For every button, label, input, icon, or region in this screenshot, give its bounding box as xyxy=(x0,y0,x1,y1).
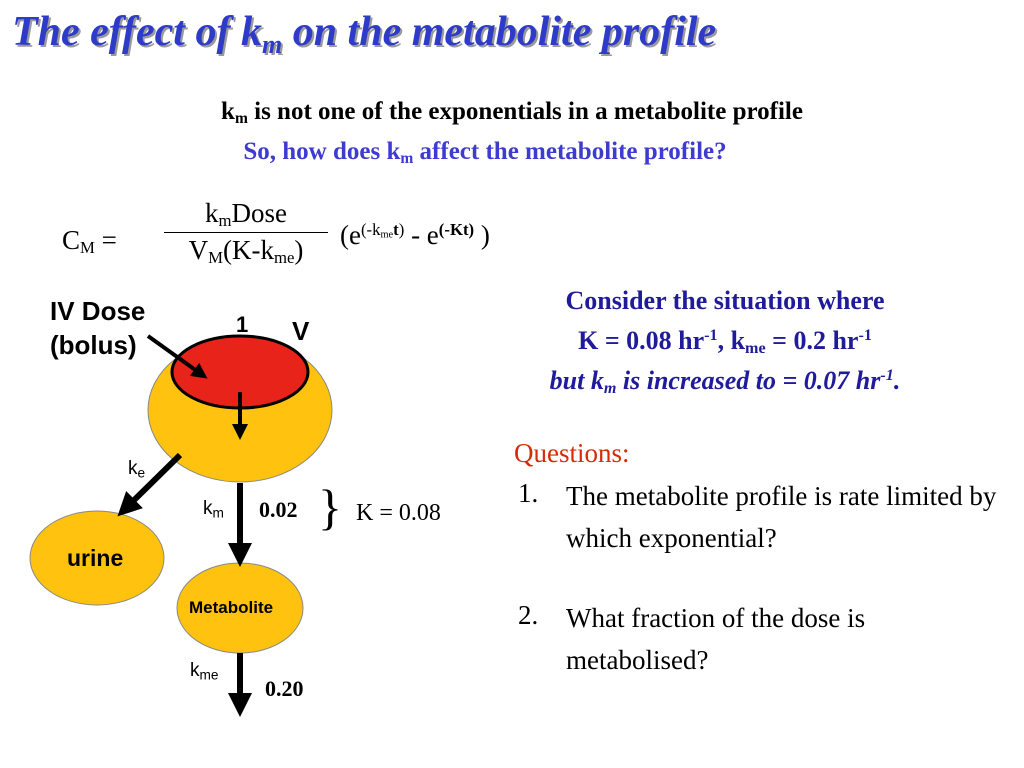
question-text: The metabolite profile is rate limited by which exponential? xyxy=(566,481,997,553)
metabolite-label: Metabolite xyxy=(189,598,274,617)
k-total-label: K = 0.08 xyxy=(356,500,441,526)
equation-numerator: $k_mDose$ xyxy=(204,198,288,231)
consider-line-1: Consider the situation where xyxy=(565,286,885,315)
consider-line-2: K = 0.08 $hr^{-1}$, $k_{me} = 0.2$ $hr^{-1}$ xyxy=(578,326,872,358)
equation-lhs: $C_M$ = xyxy=(62,225,117,258)
slide-title: The effect of $k_m$ on the metabolite profile xyxy=(12,9,717,59)
question-number: 1. xyxy=(518,478,539,508)
km-value: 0.02 xyxy=(259,497,298,522)
question-line: So, how does $k_m$ affect the metabolite profile? xyxy=(243,138,727,167)
brace: } xyxy=(318,479,342,535)
statement-line: $k_m$ is not one of the exponentials in a metabolite profile xyxy=(221,98,803,127)
volume-label: V xyxy=(292,316,310,346)
equation-exponentials: ($e^{(-k_{me}t)} - e^{(-Kt)}$ ) xyxy=(340,219,490,250)
consider-line-3: but $k_m$ is increased to = 0.07 $hr^{-1}$. xyxy=(549,366,901,398)
question-number: 2. xyxy=(518,600,539,630)
urine-label: urine xyxy=(67,545,124,571)
ke-label: $k_e$ xyxy=(128,458,146,481)
equation-denominator: $V_M(K-k_{me})$ xyxy=(188,235,304,268)
kme-value: 0.20 xyxy=(265,676,304,701)
km-label: $k_m$ xyxy=(203,498,224,521)
questions-heading: Questions: xyxy=(514,438,630,468)
question-text: What fraction of the dose is metabolised? xyxy=(566,603,866,675)
kme-label: $k_{me}$ xyxy=(190,660,219,683)
iv-dose-label: IV Dose (bolus) xyxy=(50,296,146,360)
compartment-number: 1 xyxy=(236,312,249,337)
